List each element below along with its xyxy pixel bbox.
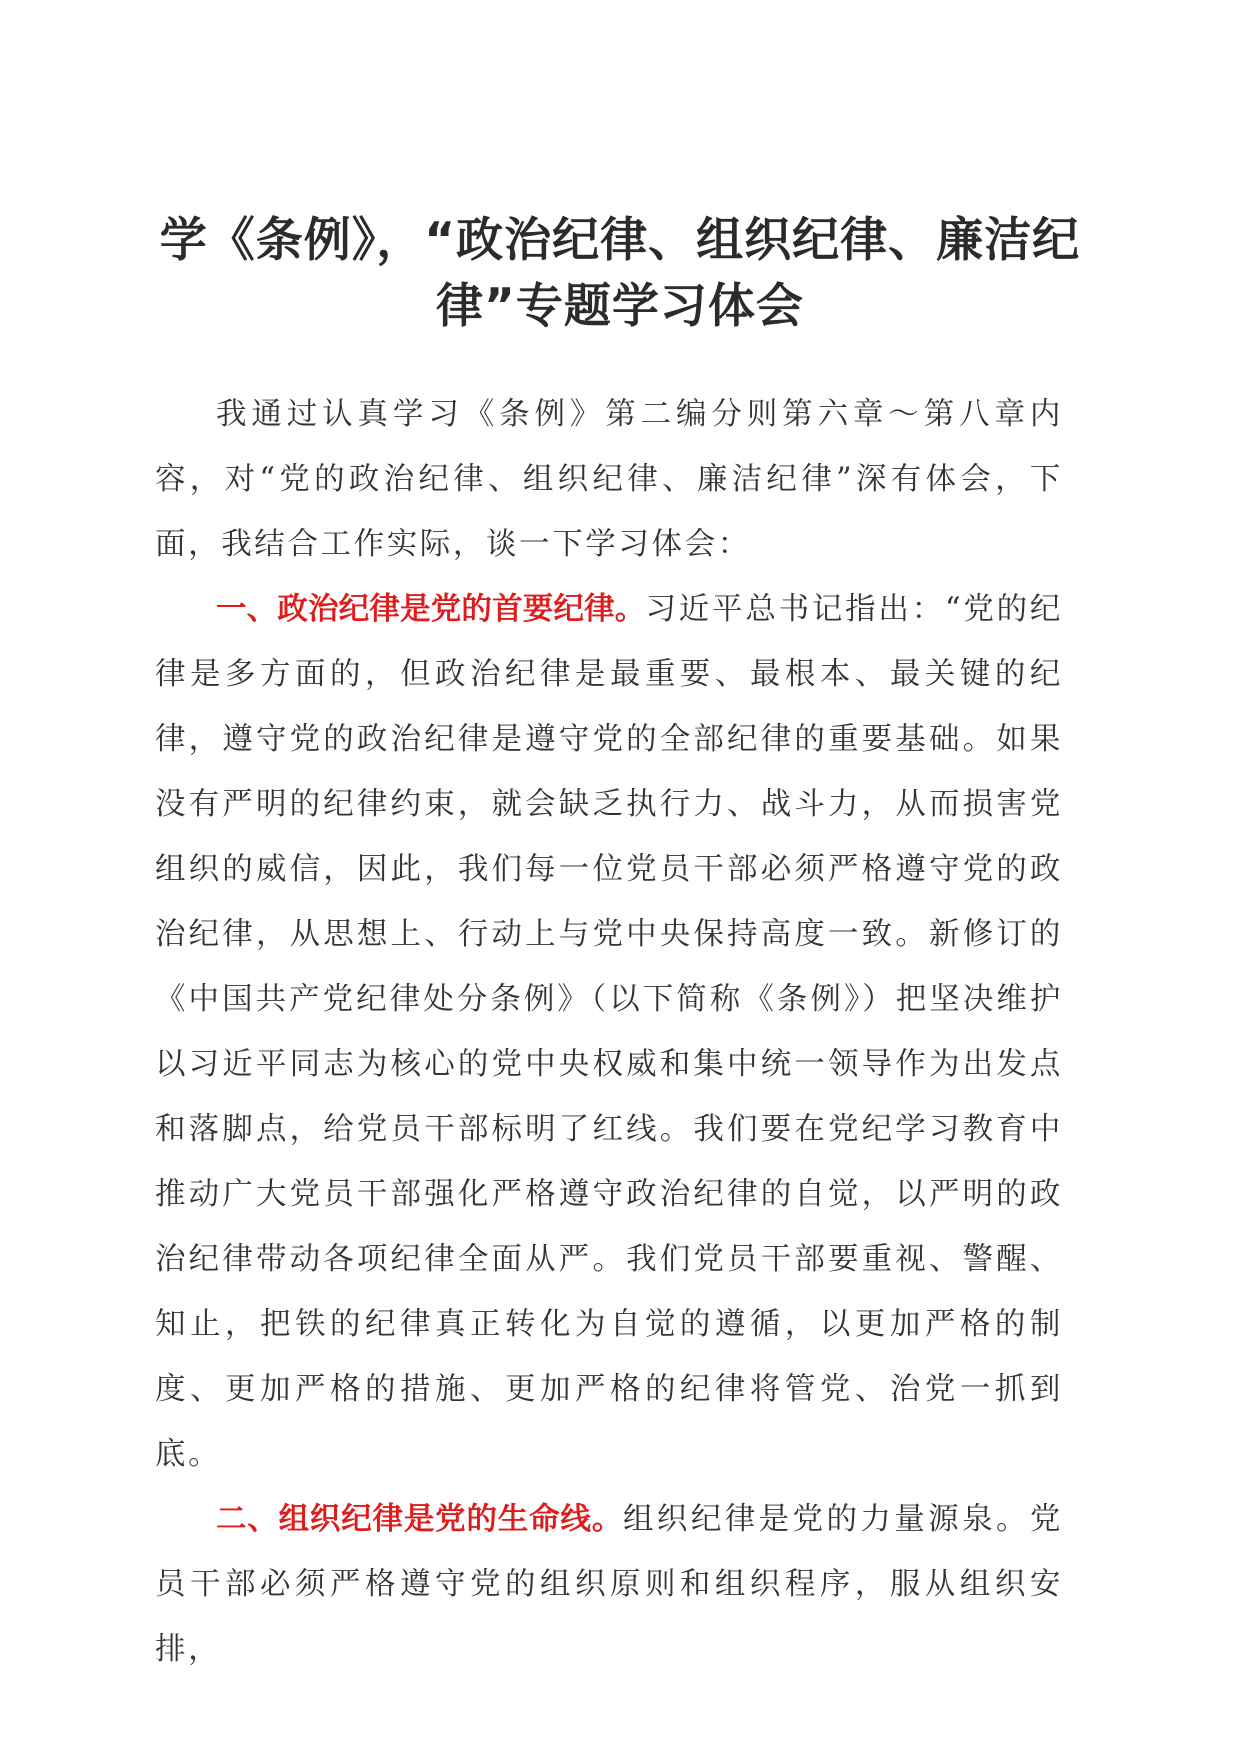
section-1-heading: 一、政治纪律是党的首要纪律。 bbox=[216, 592, 646, 627]
intro-text: 我通过认真学习《条例》第二编分则第六章～第八章内容，对“党的政治纪律、组织纪律、廉洁纪律”深有体会，下面，我结合工作实际，谈一下学习体会： bbox=[155, 397, 1063, 562]
document-body bbox=[155, 382, 1063, 1682]
document-title bbox=[150, 208, 1090, 340]
intro-paragraph bbox=[155, 382, 1063, 577]
section-2-body: 组织纪律是党的力量源泉。党员干部必须严格遵守党的组织原则和组织程序，服从组织安排， bbox=[155, 1502, 1063, 1667]
section-1-paragraph bbox=[155, 577, 1063, 1487]
section-2-heading: 二、组织纪律是党的生命线。 bbox=[216, 1502, 623, 1537]
title-line-1: 学《条例》，“政治纪律、组织纪律、廉洁纪 bbox=[159, 213, 1081, 268]
section-1-body: 习近平总书记指出：“党的纪律是多方面的，但政治纪律是最重要、最根本、最关键的纪律，遵守党的政治纪律是遵守党的全部纪律的重要基础。如果没有严明的纪律约束，就会缺乏执行力、战斗力，从而损害党组织的威信，因此，我们每一位党员干部必须严格遵守党的政治纪律，从思想上、行动上与党中央保持高度一致。新修订的《中国共产党纪律处分条例》（以下简称《条例》）把坚决维护以习近平同志为核心的党中央权威和集中统一领导作为出发点和落脚点，给党员干部标明了红线。我们要在党纪学习教育中推动广大党员干部强化严格遵守政治纪律的自觉，以严明的政治纪律带动各项纪律全面从严。我们党员干部要重视、警醒、知止，把铁的纪律真正转化为自觉的遵循，以更加严格的制度、更加严格的措施、更加严格的纪律将管党、治党一抓到底。 bbox=[155, 592, 1063, 1472]
title-line-2: 律”专题学习体会 bbox=[436, 279, 804, 334]
section-2-paragraph bbox=[155, 1487, 1063, 1682]
